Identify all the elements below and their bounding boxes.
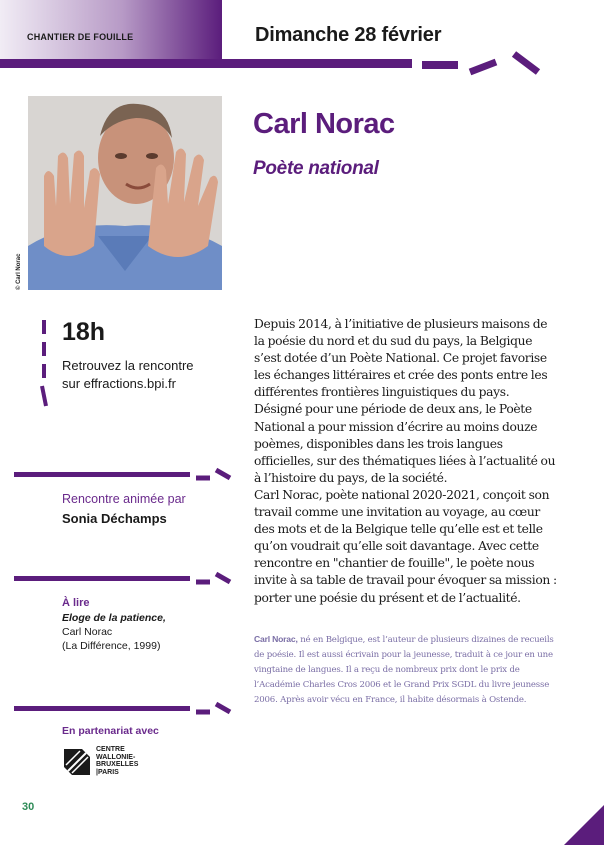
reading-label: À lire (62, 597, 90, 609)
session-time: 18h (62, 318, 106, 346)
reading-title: Eloge de la patience, (62, 612, 166, 624)
header-tab (0, 0, 222, 59)
portrait-illustration (28, 96, 222, 290)
header-dash-decoration (466, 48, 556, 78)
dash-vertical (42, 342, 46, 356)
author-name: Carl Norac (253, 108, 395, 140)
bio-name: Carl Norac, (254, 634, 298, 644)
partner-logo-icon (62, 747, 92, 777)
separator-dash-decoration (194, 464, 234, 484)
separator-dash-decoration (194, 568, 234, 588)
author-photo (28, 96, 222, 290)
logo-line: WALLONIE- (96, 753, 136, 761)
corner-decoration (564, 805, 604, 845)
page-number: 30 (22, 801, 35, 813)
photo-credit: © Carl Norac (16, 253, 22, 290)
bio-text: né en Belgique, est l’auteur de plusieurs dizaines de recueils de poésie. Il est aussi écrivain pour la jeunesse, traduit à ce jour en une vingtaine de langues. Il a reçu de nombreux prix dont le prix de l’Académie Charles Cros 2006 et le Grand Prix SGDL du livre jeunesse 2006. Après avoir vécu en France, il habite désormais à Ostende. (254, 635, 554, 705)
reading-publisher: (La Différence, 1999) (62, 640, 161, 652)
reading-author: Carl Norac (62, 626, 113, 638)
separator-bar (14, 706, 190, 711)
article-body (254, 316, 558, 607)
author-bio (254, 632, 558, 708)
header-dash (422, 61, 458, 69)
body-paragraph: Carl Norac, poète national 2020-2021, conçoit son travail comme une invitation au voyage, au cœur des mots et de la Belgique telle qu’elle est et telle qu’on voudrait qu’elle soit davantage. Avec cette rencontre en "chantier de fouille", le poète nous invite à sa table de travail pour évoquer sa mission : porter une poésie du présent et de l’actualité. (254, 487, 557, 605)
partner-logo (62, 745, 182, 781)
logo-line: BRUXELLES (96, 761, 139, 769)
event-date: Dimanche 28 février (255, 24, 442, 46)
moderator-label: Rencontre animée par (62, 492, 186, 506)
moderator-name: Sonia Déchamps (62, 511, 167, 526)
separator-dash-decoration (194, 698, 234, 718)
dash-vertical (42, 320, 46, 334)
logo-line: CENTRE (96, 746, 125, 753)
separator-bar (14, 472, 190, 477)
logo-line: |PARIS (96, 768, 119, 776)
section-label: CHANTIER DE FOUILLE (27, 32, 134, 42)
separator-bar (14, 576, 190, 581)
dash-vertical (42, 364, 46, 378)
header-bar (0, 59, 412, 68)
author-role: Poète national (253, 158, 379, 179)
dash-vertical-angled (38, 384, 52, 410)
session-link[interactable]: sur effractions.bpi.fr (62, 376, 176, 391)
session-line1: Retrouvez la rencontre (62, 358, 194, 373)
body-paragraph: Depuis 2014, à l’initiative de plusieurs maisons de la poésie du nord et du sud du pays, la Belgique s’est dotée d’un Poète National. Ce projet favorise les échanges littéraires et crée des ponts entre les différentes frontières linguistiques du pays. Désigné pour une période de deux ans, le Poète National a pour mission d’écrire au moins douze poèmes, disponibles dans les trois langues officielles, sur des thématiques liées à l’actualité ou à l’histoire du pays, de la société. (254, 317, 556, 485)
partner-label: En partenariat avec (62, 725, 159, 737)
